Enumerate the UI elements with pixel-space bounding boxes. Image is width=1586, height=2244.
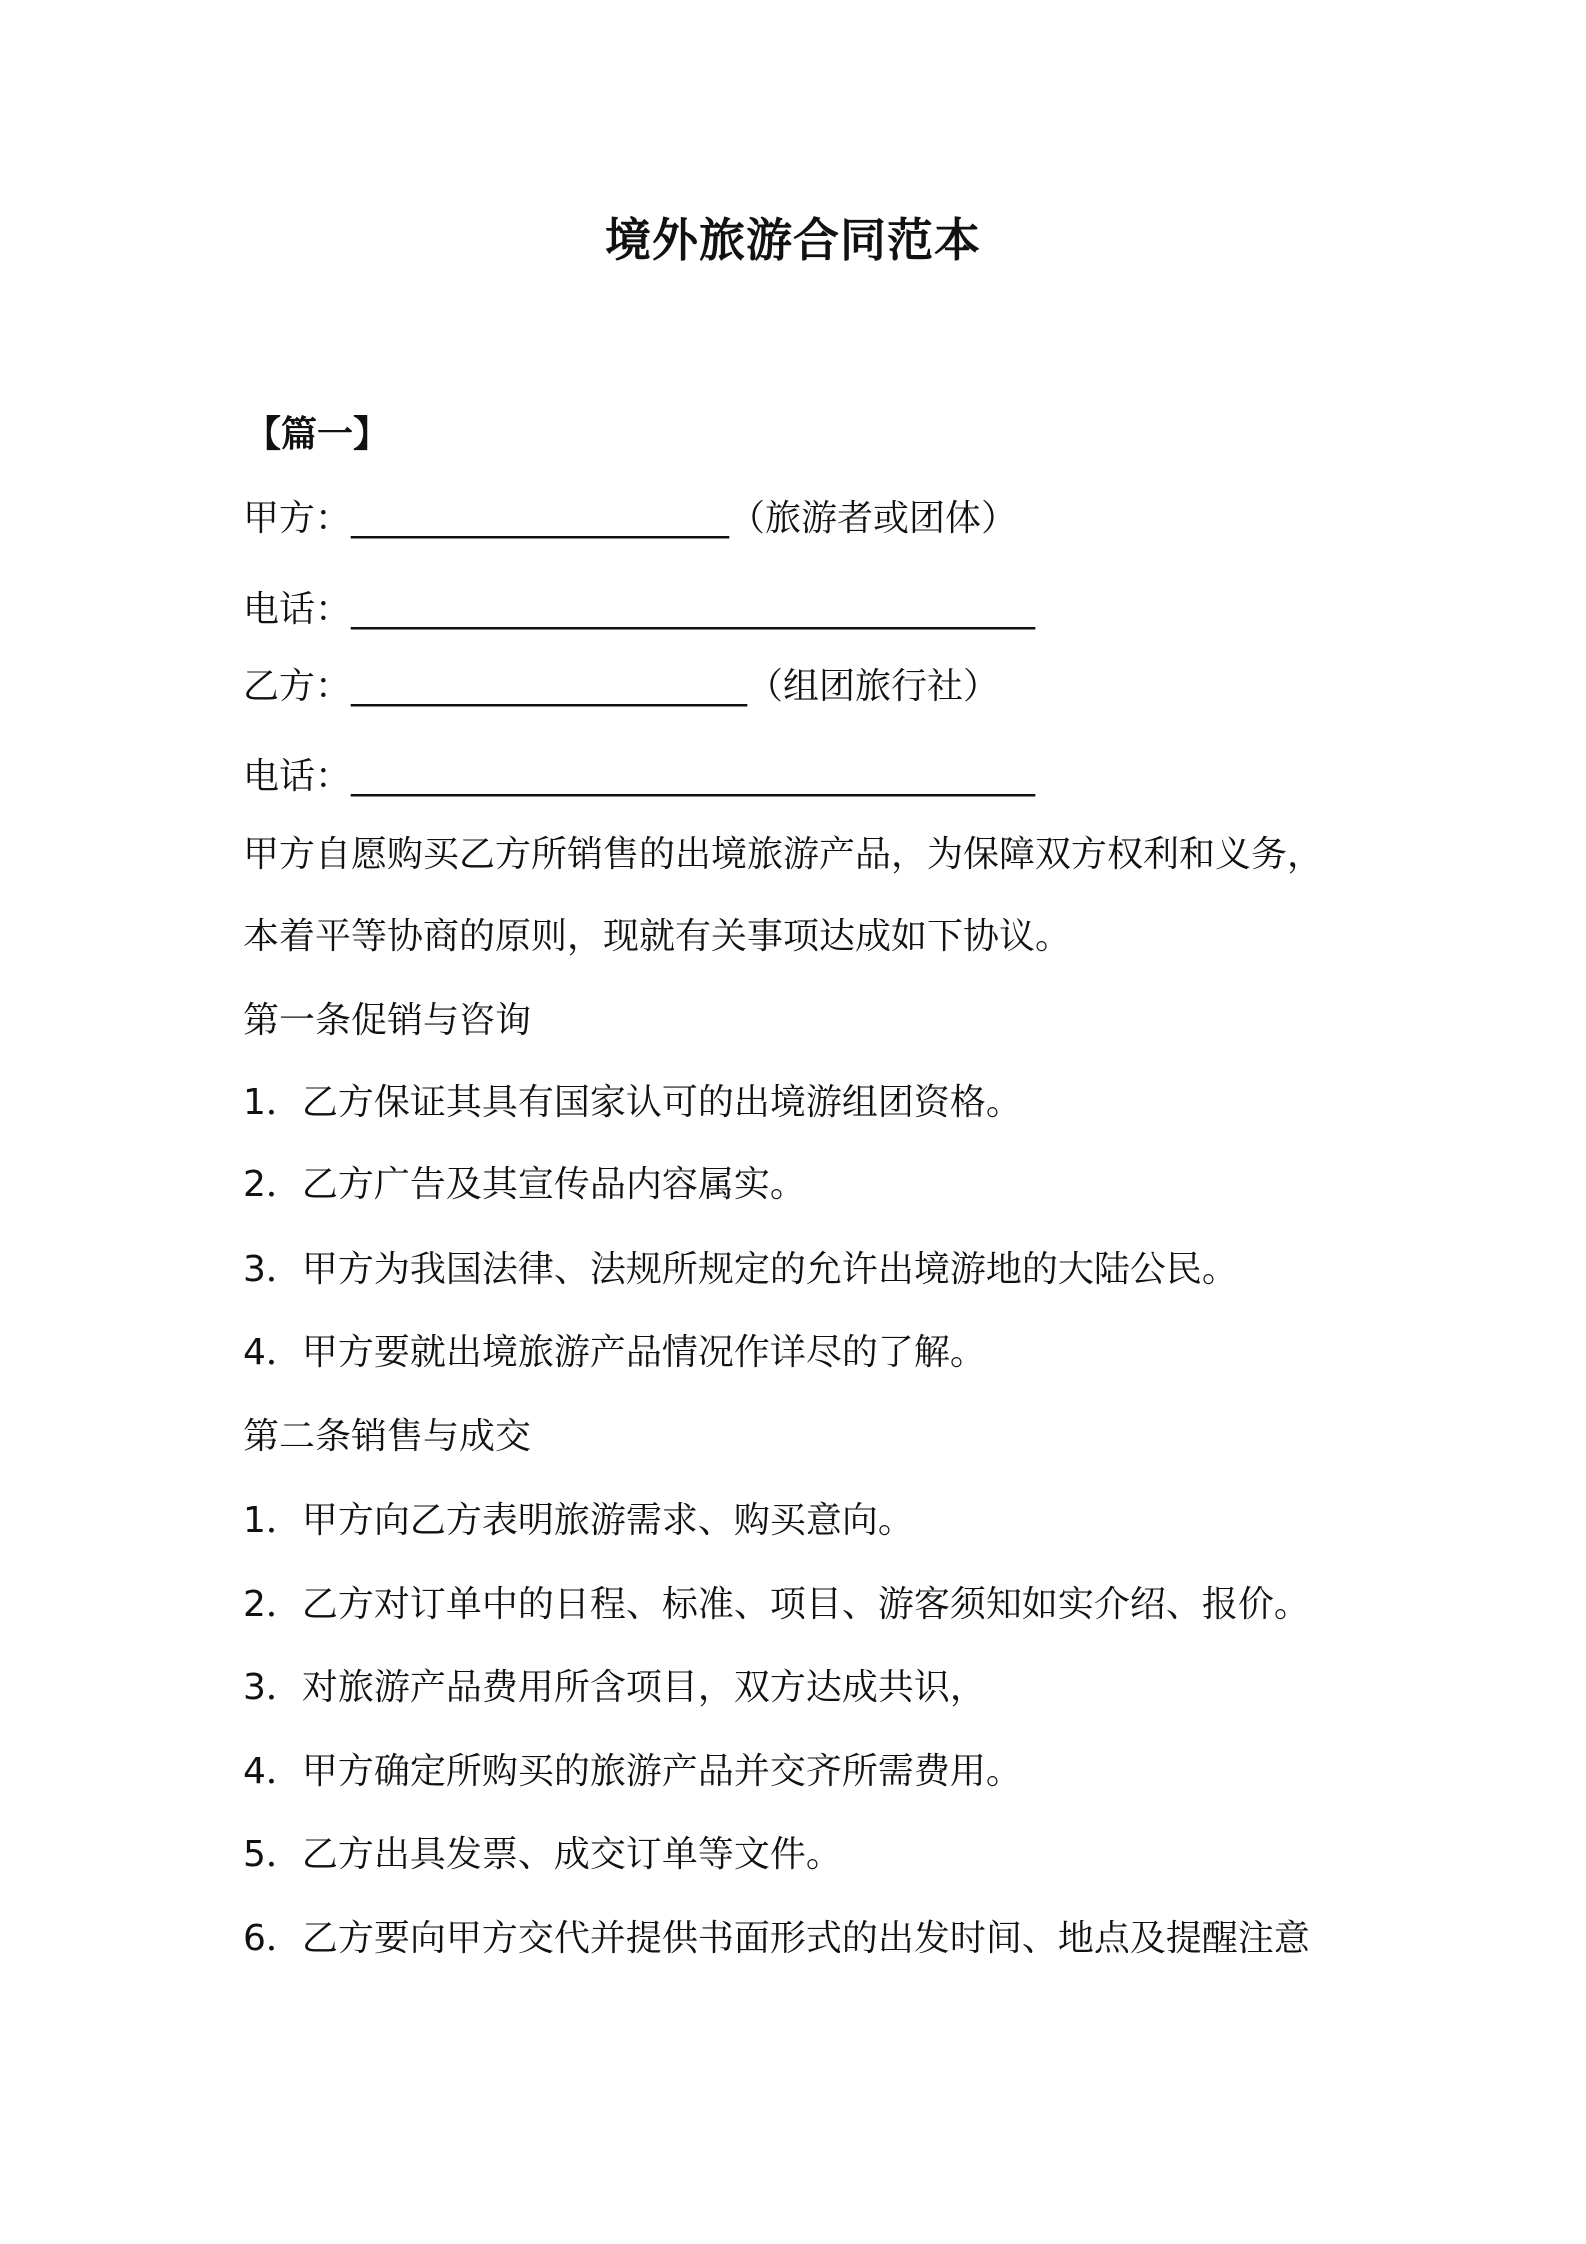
- article-2-heading: 第二条销售与成交: [243, 1416, 532, 1457]
- article-1-item-4: 4．甲方要就出境旅游产品情况作详尽的了解。: [243, 1332, 986, 1373]
- party-a-phone-line: 电话：______________________________________: [243, 589, 1036, 630]
- party-a-line: 甲方：_____________________（旅游者或团体）: [243, 498, 1018, 539]
- article-2-item-1: 1．甲方向乙方表明旅游需求、购买意向。: [243, 1500, 914, 1541]
- party-b-line: 乙方：______________________（组团旅行社）: [243, 666, 1000, 707]
- article-1-item-3: 3．甲方为我国法律、法规所规定的允许出境游地的大陆公民。: [243, 1249, 1238, 1290]
- article-2-item-5: 5．乙方出具发票、成交订单等文件。: [243, 1834, 842, 1875]
- intro-paragraph-line-1: 甲方自愿购买乙方所销售的出境旅游产品，为保障双方权利和义务，: [243, 834, 1324, 875]
- article-2-item-6: 6．乙方要向甲方交代并提供书面形式的出发时间、地点及提醒注意: [243, 1918, 1310, 1959]
- document-title: 境外旅游合同范本: [605, 213, 981, 267]
- intro-paragraph-line-2: 本着平等协商的原则，现就有关事项达成如下协议。: [243, 916, 1072, 957]
- article-1-item-1: 1．乙方保证其具有国家认可的出境游组团资格。: [243, 1082, 1022, 1123]
- article-1-item-2: 2．乙方广告及其宣传品内容属实。: [243, 1164, 806, 1205]
- section-label: 【篇一】: [245, 414, 390, 455]
- article-1-heading: 第一条促销与咨询: [243, 1000, 532, 1041]
- party-b-phone-line: 电话：______________________________________: [243, 756, 1036, 797]
- article-2-item-3: 3．对旅游产品费用所含项目，双方达成共识，: [243, 1667, 986, 1708]
- article-2-item-4: 4．甲方确定所购买的旅游产品并交齐所需费用。: [243, 1751, 1022, 1792]
- article-2-item-2: 2．乙方对订单中的日程、标准、项目、游客须知如实介绍、报价。: [243, 1584, 1310, 1625]
